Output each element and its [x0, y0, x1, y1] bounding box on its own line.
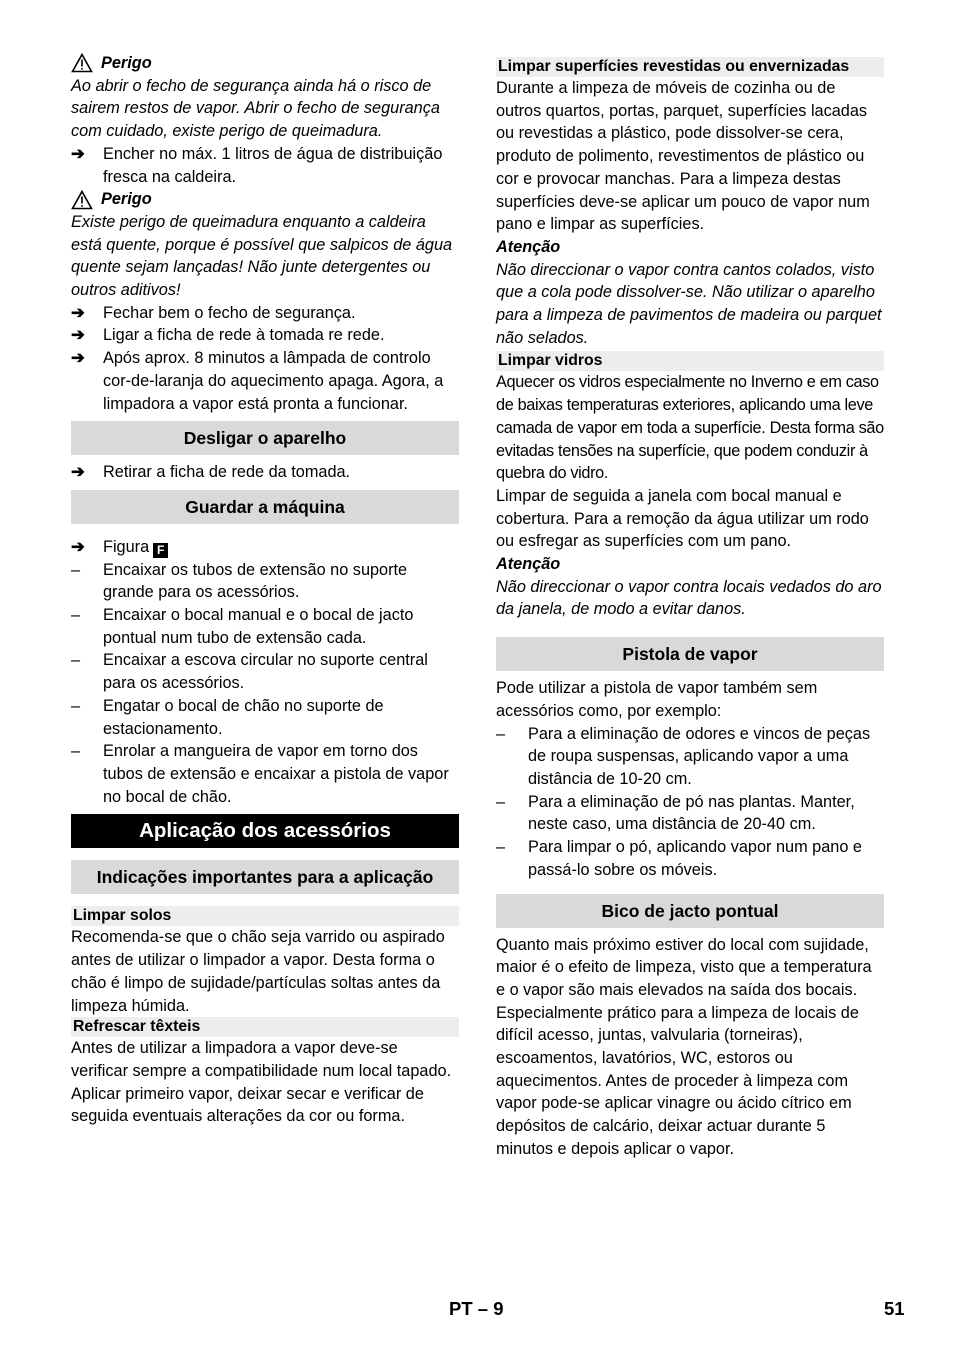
arrow-icon: ➔ — [71, 303, 85, 322]
attention-text: Não direccionar o vapor contra cantos colados, visto que a cola pode dissolver-se. Não utilizar o aparelho para a limpeza de pavimentos de madeira ou parquet não selados. — [496, 260, 882, 347]
paragraph-vidros-2: Limpar de seguida a janela com bocal manual e cobertura. Para a remoção da água utilizar um rodo ou esfregar as superfícies com um pano. — [496, 486, 869, 551]
paragraph-texteis: Antes de utilizar a limpadora a vapor deve-se verificar sempre a compatibilidade num local tapado. Aplicar primeiro vapor, deixar secar e verificar de seguida eventuais alterações da cor ou forma. — [71, 1039, 452, 1126]
dash-marker: – — [496, 724, 506, 743]
paragraph-pistola: Pode utilizar a pistola de vapor também sem acessórios como, por exemplo: — [496, 679, 818, 720]
subheading-solos: Limpar solos — [71, 906, 459, 926]
paragraph-superficies: Durante a limpeza de móveis de cozinha ou de outros quartos, portas, parquet, superfícies lacadas ou revestidas a plástico, pode dissolver-se cera, produto de polimento, revestimentos de plástico ou cor e provocar manchas. Para a limpeza destas superfícies deve-se aplicar um pouco de vapor num pano e limpar as superfícies. — [496, 79, 870, 234]
step-item — [71, 324, 459, 347]
list-item-text: Encaixar o bocal manual e o bocal de jacto pontual num tubo de extensão cada. — [103, 606, 414, 647]
danger-text: Ao abrir o fecho de segurança ainda há o risco de sairem restos de vapor. Abrir o fecho de segurança com cuidado, existe perigo de queimadura. — [71, 76, 440, 141]
list-item — [71, 649, 459, 694]
dash-marker: – — [71, 606, 81, 625]
danger-label: Perigo — [101, 190, 152, 209]
danger-text: Existe perigo de queimadura enquanto a caldeira está quente, porque é possível que salpicos de água quente sejam lançadas! Não junte detergentes ou outros aditivos! — [71, 212, 453, 300]
section-heading-guardar: Guardar a máquina — [71, 490, 459, 524]
list-item — [496, 723, 884, 791]
list-item — [71, 740, 459, 808]
step-text: Retirar a ficha de rede da tomada. — [103, 463, 351, 482]
list-item-text: Para a eliminação de pó nas plantas. Manter, neste caso, uma distância de 20-40 cm. — [528, 792, 855, 834]
left-column — [71, 52, 459, 1128]
dash-marker: – — [496, 838, 506, 857]
list-item-text: Engatar o bocal de chão no suporte de estacionamento. — [103, 696, 384, 738]
subheading-vidros: Limpar vidros — [496, 351, 884, 371]
danger-heading-2 — [71, 188, 459, 211]
danger-label: Perigo — [101, 54, 152, 72]
list-item-text: Para a eliminação de odores e vincos de peças de roupa suspensas, aplicando vapor a uma distância de 10-20 cm. — [528, 724, 871, 788]
subheading-texteis: Refrescar têxteis — [71, 1017, 459, 1037]
step-text: Encher no máx. 1 litros de água de distribuição fresca na caldeira. — [103, 144, 443, 186]
dash-marker: – — [71, 651, 81, 670]
section-heading-pistola: Pistola de vapor — [496, 637, 884, 671]
list-item — [71, 695, 459, 740]
footer-page-label: PT – 9 — [449, 1298, 504, 1319]
section-heading-indicacoes: Indicações importantes para a aplicação — [71, 860, 459, 894]
section-heading-desligar: Desligar o aparelho — [71, 421, 459, 455]
step-text: Ligar a ficha de rede à tomada re rede. — [103, 326, 385, 345]
arrow-icon: ➔ — [71, 463, 85, 482]
paragraph-bico: Quanto mais próximo estiver do local com sujidade, maior é o efeito de limpeza, visto que a temperatura e o vapor são mais elevados na saída dos bocais. Especialmente prático para a limpeza de locais de difícil acesso, juntas, valvularia (torneiras), escoamentos, lavatórios, WC, estoros ou aquecimentos. Antes de proceder à limpeza com vapor pode-se aplicar vinagre ou ácido cítrico em depósitos de calcário, deixar actuar durante 5 minutos e depois aplicar o vapor. — [496, 935, 872, 1158]
step-item — [71, 143, 459, 188]
footer-page-number: 51 — [884, 1298, 905, 1319]
chapter-heading-aplicacao: Aplicação dos acessórios — [71, 814, 459, 848]
section-heading-bico: Bico de jacto pontual — [496, 894, 884, 928]
list-item — [496, 791, 884, 836]
subheading-superficies: Limpar superfícies revestidas ou envernizadas — [496, 57, 884, 77]
figure-label: Figura — [103, 537, 150, 556]
warning-triangle-icon — [71, 53, 93, 73]
danger-heading-1 — [71, 52, 459, 75]
list-item — [496, 836, 884, 881]
arrow-icon: ➔ — [71, 326, 85, 345]
attention-label: Atenção — [496, 555, 561, 574]
figure-letter-badge: F — [153, 543, 168, 558]
step-text: Após aprox. 8 minutos a lâmpada de controlo cor-de-laranja do aquecimento apaga. Agora, a limpadora a vapor está pronta a funcionar. — [103, 349, 444, 413]
attention-label: Atenção — [496, 237, 561, 256]
attention-text: Não direccionar o vapor contra locais vedados do aro da janela, de modo a evitar danos. — [496, 577, 882, 619]
list-item — [71, 559, 459, 604]
step-item — [71, 347, 459, 415]
paragraph-solos: Recomenda-se que o chão seja varrido ou aspirado antes de utilizar o limpador a vapor. Desta forma o chão é limpo de sujidade/partículas soltas antes da limpeza húmida. — [71, 928, 445, 1015]
list-item-text: Enrolar a mangueira de vapor em torno dos tubos de extensão e encaixar a pistola de vapor no bocal de chão. — [103, 742, 449, 806]
figure-reference — [71, 536, 459, 559]
arrow-icon: ➔ — [71, 537, 85, 556]
dash-marker: – — [71, 696, 81, 715]
dash-marker: – — [71, 560, 81, 579]
list-item-text: Para limpar o pó, aplicando vapor num pano e passá-lo sobre os móveis. — [528, 838, 862, 879]
list-item-text: Encaixar a escova circular no suporte central para os acessórios. — [103, 651, 428, 693]
step-item — [71, 302, 459, 325]
arrow-icon: ➔ — [71, 349, 85, 368]
right-column — [496, 52, 884, 1161]
step-item — [71, 461, 459, 484]
dash-marker: – — [496, 792, 506, 811]
arrow-icon: ➔ — [71, 144, 85, 163]
step-text: Fechar bem o fecho de segurança. — [103, 303, 356, 322]
list-item — [71, 604, 459, 649]
warning-triangle-icon — [71, 190, 93, 210]
paragraph-vidros-1: Aquecer os vidros especialmente no Inverno e em caso de baixas temperaturas exteriores, aplicando uma leve camada de vapor em toda a superfície. Desta forma são evitadas tensões na superfície, que podem conduzir à quebra do vidro. — [496, 373, 884, 483]
dash-marker: – — [71, 742, 81, 761]
list-item-text: Encaixar os tubos de extensão no suporte grande para os acessórios. — [103, 560, 408, 602]
